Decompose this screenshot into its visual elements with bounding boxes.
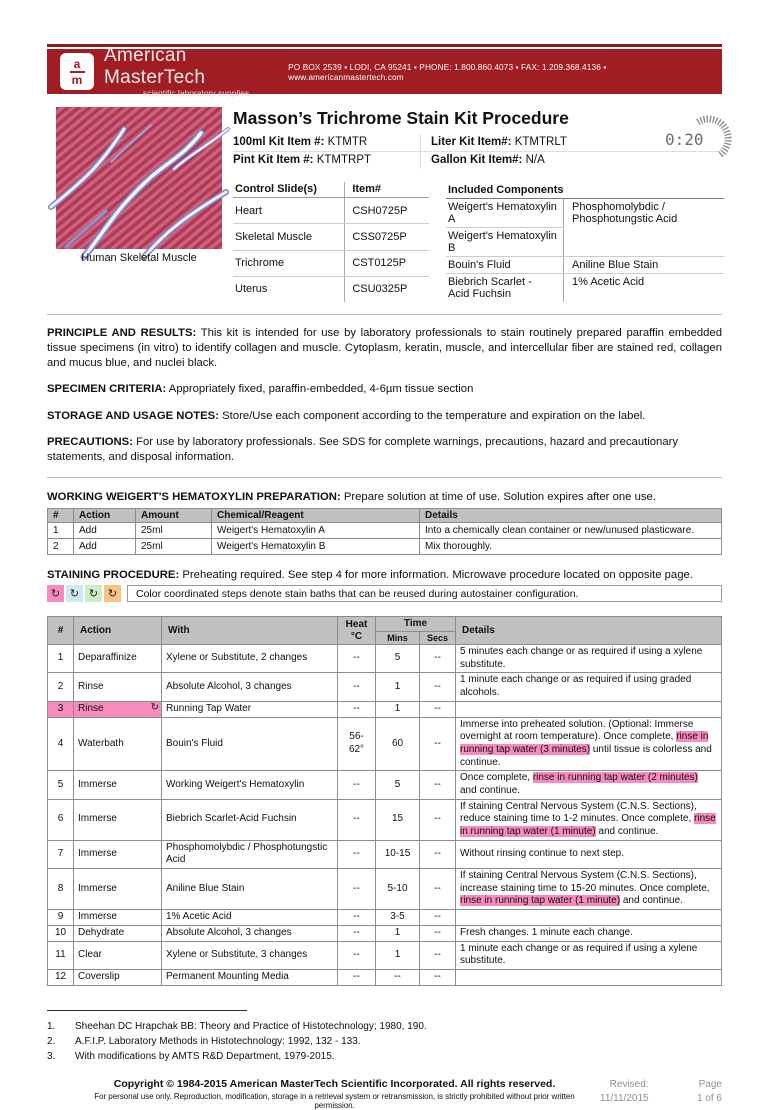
kit-item-gallon: Gallon Kit Item#: N/A (420, 152, 719, 169)
control-slide-row: Trichrome CST0125P (233, 250, 429, 276)
kit-item-grid (233, 134, 719, 169)
reuse-icon: ↻ (150, 701, 159, 713)
footnote: 3. With modifications by AMTS R&D Department, 1979-2015. (47, 1050, 335, 1062)
staining-step-row: 9 Immerse 1% Acetic Acid -- 3-5 -- (48, 910, 722, 926)
contact-info: PO BOX 2539 ▪ LODI, CA 95241 ▪ PHONE: 1.800.860.4073 ▪ FAX: 1.209.368.4136 ▪ www.americanmastertech.com (288, 61, 607, 82)
staining-step-row: 3 Rinse ↻ Running Tap Water -- 1 -- (48, 701, 722, 717)
highlighted-instruction: rinse in running tap water (1 minute) (460, 895, 621, 907)
document-page (0, 44, 768, 1110)
footnote-rule (47, 1010, 247, 1011)
kit-item-100ml: 100ml Kit Item #: KTMTR (233, 134, 420, 152)
copyright-line: Copyright © 1984-2015 American MasterTech Scientific Incorporated. All rights reserved. (113, 1077, 556, 1090)
highlighted-instruction: rinse in running tap water (2 minutes) (532, 772, 698, 784)
footer-meta (600, 1078, 722, 1107)
included-components-table (446, 182, 724, 302)
revised-block: Revised: 11/11/2015 (600, 1078, 649, 1105)
highlighted-instruction: rinse in running tap water (1 minute) (460, 813, 716, 837)
brand-name: American MasterTech (104, 45, 206, 88)
control-slides-body (233, 198, 429, 303)
kit-item-pint: Pint Kit Item #: KTMTRPT (233, 154, 372, 166)
staining-step-row: 8 Immerse Aniline Blue Stain -- 5-10 -- If staining Central Nervous System (C.N.S. Sections), increase staining time to 15-20 minutes. Once complete, rinse in running tap water (1 minute) and continue. (48, 869, 722, 910)
timer-icon (662, 113, 740, 170)
kit-info (233, 107, 724, 302)
component-cell: Weigert's Hematoxylin A (446, 199, 564, 228)
image-caption: Human Skeletal Muscle (81, 252, 197, 264)
footnotes (47, 1019, 722, 1064)
component-cell: Weigert's Hematoxylin B (446, 228, 564, 257)
histology-image (56, 107, 222, 249)
control-slide-row: Skeletal Muscle CSS0725P (233, 224, 429, 250)
page-footer (47, 1078, 722, 1110)
kit-item-liter: Liter Kit Item#: KTMTRLT (420, 134, 719, 152)
control-slides-header: Control Slide(s) (233, 182, 345, 198)
staining-step-row: 2 Rinse Absolute Alcohol, 3 changes -- 1 -- 1 minute each change or as required if using graded alcohols. (48, 673, 722, 701)
included-components-title: Included Components (446, 182, 724, 199)
heat-header: Heat °C (338, 617, 376, 645)
section-divider (47, 477, 722, 478)
component-cell: Aniline Blue Stain (564, 257, 725, 274)
item-number-header: Item# (345, 182, 429, 198)
highlighted-instruction: rinse in running tap water (3 minutes) (460, 731, 709, 755)
staining-step-row: 7 Immerse Phosphomolybdic / Phosphotungstic Acid -- 10-15 -- Without rinsing continue to next step. (48, 840, 722, 868)
page-title: Masson’s Trichrome Stain Kit Procedure (233, 108, 569, 128)
reuse-chip-icon: ↻ (47, 585, 64, 602)
control-slides-table (233, 182, 429, 302)
control-slide-row: Heart CSH0725P (233, 198, 429, 224)
working-row: 2 Add 25ml Weigert's Hematoxylin B Mix thoroughly. (48, 538, 722, 554)
reuse-chip-icon: ↻ (66, 585, 83, 602)
working-body (48, 522, 722, 554)
footnote: 1. Sheehan DC Hrapchak BB: Theory and Practice of Histotechnology; 1980, 190. (47, 1020, 427, 1032)
component-cell: Bouin's Fluid (446, 257, 564, 274)
staining-step-row: 6 Immerse Biebrich Scarlet-Acid Fuchsin -- 15 -- If staining Central Nervous System (C.N.S. Sections), reduce staining time to 1-2 minutes. Once complete, rinse in running tap water (1 minute) and continue. (48, 799, 722, 840)
brand-tagline: scientific laboratory supplies (142, 88, 250, 98)
working-weigerts-table: # Action Amount Chemical/Reagent Details 1 Add 25ml Weigert's Hematoxylin A Into a chemically clean container or new/unused plasticware. 2 Add 25ml Weigert's Hematoxylin B Mix thoroughly. (47, 508, 722, 555)
staining-step-row: 11 Clear Xylene or Substitute, 3 changes -- 1 -- 1 minute each change or as required if using a xylene substitute. (48, 941, 722, 969)
section-precautions: PRECAUTIONS: For use by laboratory professionals. See SDS for complete warnings, precautions, hazard and precautionary statements, and disposal information. (47, 435, 679, 463)
staining-step-row: 12 Coverslip Permanent Mounting Media -- -- -- (48, 969, 722, 985)
section-divider (47, 314, 722, 315)
company-banner (47, 45, 722, 98)
brand-block (104, 45, 288, 98)
staining-body (48, 645, 722, 986)
reuse-chip-icon: ↻ (85, 585, 102, 602)
component-cell: 1% Acetic Acid (564, 274, 725, 303)
copyright-block (77, 1078, 592, 1110)
footnote: 2. A.F.I.P. Laboratory Methods in Histotechnology: 1992, 132 - 133. (47, 1035, 361, 1047)
staining-procedure-heading: STAINING PROCEDURE: Preheating required. See step 4 for more information. Microwave procedure located on opposite page. (47, 568, 693, 581)
legend-chips (47, 585, 123, 602)
staining-step-row: 5 Immerse Working Weigert's Hematoxylin -- 5 -- Once complete, rinse in running tap water (2 minutes) and continue. (48, 771, 722, 799)
reuse-legend (47, 585, 722, 602)
working-row: 1 Add 25ml Weigert's Hematoxylin A Into a chemically clean container or new/unused plasticware. (48, 522, 722, 538)
reuse-chip-icon: ↻ (104, 585, 121, 602)
logo-letter-m: m (71, 72, 83, 87)
control-slide-row: Uterus CSU0325P (233, 276, 429, 302)
histology-column (47, 107, 233, 302)
staining-step-row: 10 Dehydrate Absolute Alcohol, 3 changes -- 1 -- Fresh changes. 1 minute each change. (48, 925, 722, 941)
section-principle: PRINCIPLE AND RESULTS: This kit is intended for use by laboratory professionals to stain routinely prepared paraffin embedded tissue specimens (in vitro) to identify collagen and muscle. Cytoplasm, keratin, muscle, and intercellular fiber are stained red, collagen and mucus blue, and nuclei black. (47, 327, 722, 370)
staining-step-row: 1 Deparaffinize Xylene or Substitute, 2 changes -- 5 -- 5 minutes each change or as required if using a xylene substitute. (48, 645, 722, 673)
working-weigerts-heading: WORKING WEIGERT'S HEMATOXYLIN PREPARATION: Prepare solution at time of use. Solution expires after one use. (47, 490, 656, 503)
fine-print: For personal use only. Reproduction, modification, storage in a retrieval system or retransmission, is strictly prohibited without prior written permission. (94, 1091, 575, 1110)
page-number-block: Page 1 of 6 (696, 1078, 722, 1105)
staining-procedure-table: # Action With Heat °C Time Details Mins Secs 1 Deparaffinize Xylene or Substitute, 2 changes -- 5 -- 5 minutes each change or as required if using a xylene substitute. 2 Rinse Absolute Alcohol, 3 changes -- 1 -- 1 minute each change or as required if using graded alcohols. 3 Rinse ↻ Running Tap Water -- 1 -- 4 Waterbath Bouin's Fluid 56-62° 60 -- Immerse into preheated solution. (Optional: Immerse overnight at room temperature). Once complete, rinse in running tap water (3 minutes) until tissue is colorless and continue. 5 Immerse Working Weigert's Hematoxylin -- 5 -- Once complete, rinse in running tap water (2 minutes) and continue. 6 Immerse Biebrich Scarlet-Acid Fuchsin -- 15 -- If staining Central Nervous System (C.N.S. Sections), reduce staining time to 1-2 minutes. Once complete, rinse in running tap water (1 minute) and continue. 7 Immerse Phosphomolybdic / Phosphotungstic Acid -- 10-15 -- Without rinsing continue to next step. 8 Immerse Aniline Blue Stain -- 5-10 -- If staining Central Nervous System (C.N.S. Sections), increase staining time to 15-20 minutes. Once complete, rinse in running tap water (1 minute) and continue. 9 Immerse 1% Acetic Acid -- 3-5 -- 10 Dehydrate Absolute Alcohol, 3 changes -- 1 -- Fresh changes. 1 minute each change. 11 Clear Xylene or Substitute, 3 changes -- 1 -- 1 minute each change or as required if using a xylene substitute. 12 Coverslip Permanent Mounting Media -- -- -- (47, 616, 722, 985)
component-cell: Biebrich Scarlet - Acid Fuchsin (448, 276, 532, 300)
kit-header-section (47, 107, 722, 302)
section-specimen: SPECIMEN CRITERIA: Appropriately fixed, paraffin-embedded, 4-6µm tissue section (47, 383, 474, 396)
logo-letter-a: a (73, 56, 81, 71)
timer-value: 0:20 (665, 130, 704, 149)
staining-step-row: 4 Waterbath Bouin's Fluid 56-62° 60 -- Immerse into preheated solution. (Optional: Immerse overnight at room temperature). Once complete, rinse in running tap water (3 minutes) until tissue is colorless and continue. (48, 717, 722, 771)
section-storage: STORAGE AND USAGE NOTES: Store/Use each component according to the temperature and expiration on the label. (47, 409, 646, 422)
legend-text-box: Color coordinated steps denote stain baths that can be reused during autostainer configuration. (127, 585, 722, 602)
component-cell: Phosphomolybdic / Phosphotungstic Acid (564, 199, 725, 257)
company-logo (60, 53, 94, 90)
